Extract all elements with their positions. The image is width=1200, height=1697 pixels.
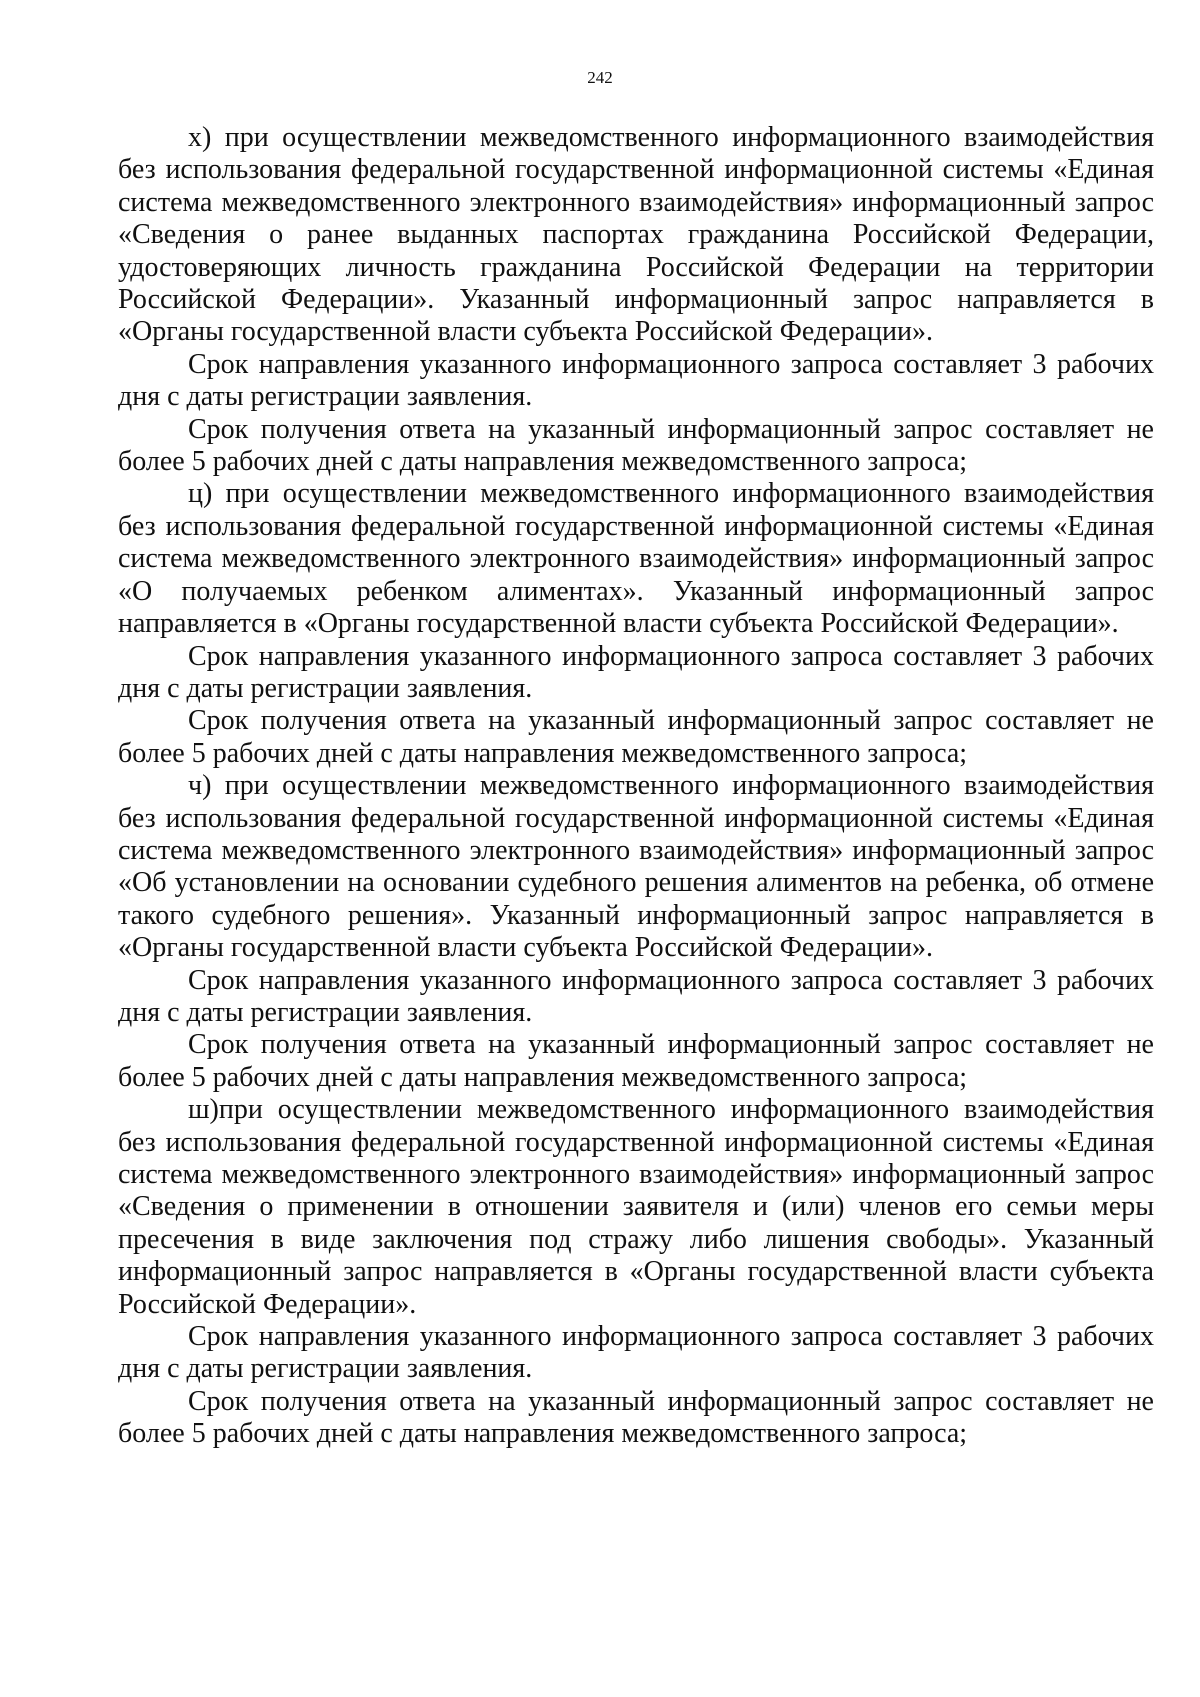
paragraph-response-deadline: Срок получения ответа на указанный информационный запрос составляет не более 5 рабочих дней с даты направления межведомственного запроса; bbox=[118, 413, 1154, 478]
paragraph-send-deadline: Срок направления указанного информационного запроса составляет 3 рабочих дня с даты регистрации заявления. bbox=[118, 1321, 1154, 1385]
paragraph-send-deadline: Срок направления указанного информационного запроса составляет 3 рабочих дня с даты регистрации заявления. bbox=[118, 964, 1154, 1028]
page-number: 242 bbox=[587, 68, 613, 87]
paragraph-response-deadline: Срок получения ответа на указанный информационный запрос составляет не более 5 рабочих дней с даты направления межведомственного запроса; bbox=[118, 1385, 1154, 1450]
document-body bbox=[118, 122, 1154, 1451]
paragraph-item-ch: ч) при осуществлении межведомственного информационного взаимодействия без использования федеральной государственной информационной системы «Единая система межведомственного электронного взаимодействия» информационный запрос «Об установлении на основании судебного решения алиментов на ребенка, об отмене такого судебного решения». Указанный информационный запрос направляется в «Органы государственной власти субъекта Российской Федерации». bbox=[118, 770, 1154, 964]
paragraph-response-deadline: Срок получения ответа на указанный информационный запрос составляет не более 5 рабочих дней с даты направления межведомственного запроса; bbox=[118, 1029, 1154, 1093]
paragraph-item-ts: ц) при осуществлении межведомственного информационного взаимодействия без использования федеральной государственной информационной системы «Единая система межведомственного электронного взаимодействия» информационный запрос «О получаемых ребенком алиментах». Указанный информационный запрос направляется в «Органы государственной власти субъекта Российской Федерации». bbox=[118, 478, 1154, 640]
paragraph-send-deadline: Срок направления указанного информационного запроса составляет 3 рабочих дня с даты регистрации заявления. bbox=[118, 348, 1154, 413]
paragraph-item-x: х) при осуществлении межведомственного информационного взаимодействия без использования федеральной государственной информационной системы «Единая система межведомственного электронного взаимодействия» информационный запрос «Сведения о ранее выданных паспортах гражданина Российской Федерации, удостоверяющих личность гражданина Российской Федерации на территории Российской Федерации». Указанный информационный запрос направляется в «Органы государственной власти субъекта Российской Федерации». bbox=[118, 122, 1154, 348]
paragraph-response-deadline: Срок получения ответа на указанный информационный запрос составляет не более 5 рабочих дней с даты направления межведомственного запроса; bbox=[118, 705, 1154, 769]
paragraph-item-sh: ш)при осуществлении межведомственного информационного взаимодействия без использования федеральной государственной информационной системы «Единая система межведомственного электронного взаимодействия» информационный запрос «Сведения о применении в отношении заявителя и (или) членов его семьи меры пресечения в виде заключения под стражу либо лишения свободы». Указанный информационный запрос направляется в «Органы государственной власти субъекта Российской Федерации». bbox=[118, 1094, 1154, 1320]
paragraph-send-deadline: Срок направления указанного информационного запроса составляет 3 рабочих дня с даты регистрации заявления. bbox=[118, 640, 1154, 704]
